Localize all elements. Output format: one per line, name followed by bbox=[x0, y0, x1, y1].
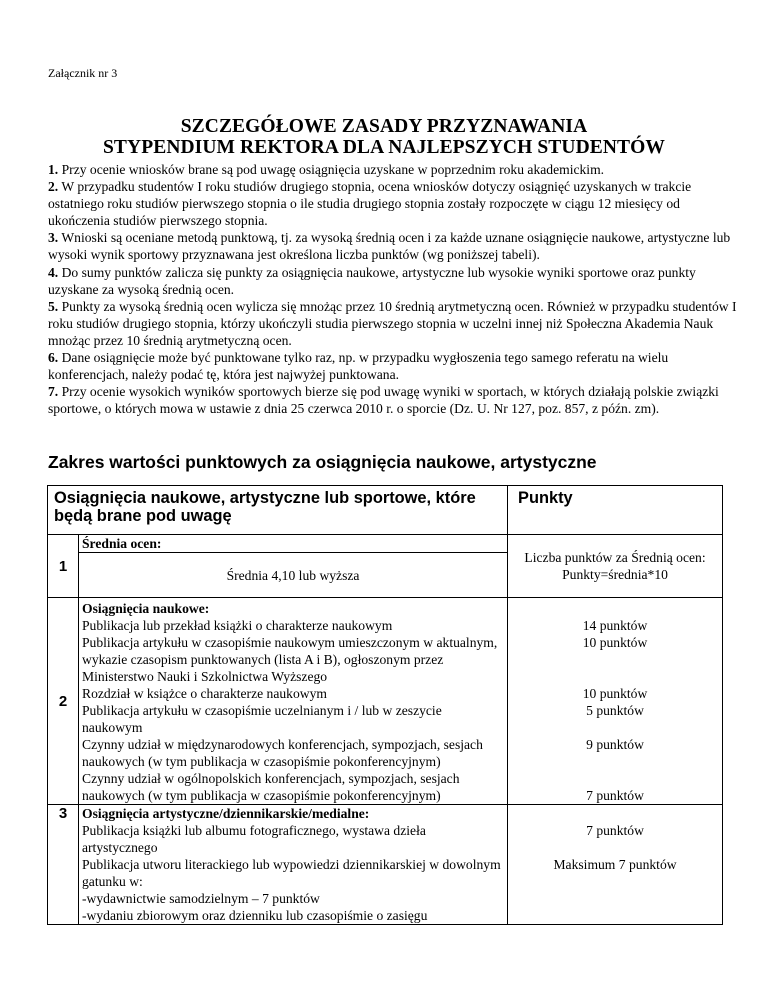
row-category: Osiągnięcia artystyczne/dziennikarskie/medialne: bbox=[82, 806, 370, 821]
rules-list bbox=[48, 161, 738, 417]
table-header-row bbox=[48, 486, 723, 535]
row-content bbox=[79, 805, 508, 925]
list-item: Publikacja artykułu w czasopiśmie uczelnianym i / lub w zeszycie naukowym bbox=[82, 703, 442, 735]
points-value: 7 punktów bbox=[586, 823, 644, 838]
rule-text: Wnioski są oceniane metodą punktową, tj. za wysoką średnią ocen i za każde uznane osiągnięcie naukowe, artystyczne lub wysoki wynik sportowy przyznawana jest określona liczba punktów (wg poniższej tabeli). bbox=[48, 230, 731, 263]
rule-number: 2. bbox=[48, 179, 59, 195]
rule-number: 4. bbox=[48, 264, 59, 280]
row-number: 1 bbox=[48, 535, 79, 598]
rule-text: Punkty za wysoką średnią ocen wylicza się mnożąc przez 10 średnią arytmetyczną ocen. Również w przypadku studentów I roku studiów drugiego stopnia, którzy ukończyli studia pierwszego stopnia w uczelni innej niż Społeczna Akademia Nauk mnożąc przez 10 średnią arytmetyczną ocen. bbox=[48, 298, 737, 348]
rule-item bbox=[48, 349, 738, 383]
rule-text: W przypadku studentów I roku studiów drugiego stopnia, ocena wniosków dotyczy osiągnięć uzyskanych w trakcie ostatniego roku studiów pierwszego stopnia o ile studia drugiego stopnia zostały rozpoczęte w ciągu 12 miesięcy od ukończenia studiów pierwszego stopnia. bbox=[48, 179, 692, 229]
rule-item bbox=[48, 178, 738, 229]
rule-item bbox=[48, 161, 738, 178]
table-row bbox=[48, 535, 723, 553]
list-item: Czynny udział w międzynarodowych konferencjach, sympozjach, sesjach naukowych (w tym publikacja w czasopiśmie pokonferencyjnym) bbox=[82, 737, 483, 769]
rule-item bbox=[48, 229, 738, 263]
table-row bbox=[48, 598, 723, 805]
list-item: -wydawnictwie samodzielnym – 7 punktów bbox=[82, 891, 320, 906]
points-value: 10 punktów bbox=[582, 635, 648, 650]
row-category: Średnia ocen: bbox=[79, 535, 508, 553]
table-header-points: Punkty bbox=[508, 486, 723, 535]
rule-text: Przy ocenie wysokich wyników sportowych bierze się pod uwagę wyniki w sportach, w których działają polskie związki sportowe, o których mowa w ustawie z dnia 25 czerwca 2010 r. o sporcie (Dz. U. Nr 127, poz. 857, z późn. zm). bbox=[48, 384, 719, 417]
rule-number: 6. bbox=[48, 350, 59, 366]
row-points bbox=[508, 805, 723, 925]
attachment-label: Załącznik nr 3 bbox=[48, 66, 118, 80]
rule-item bbox=[48, 383, 738, 417]
list-item: Publikacja artykułu w czasopiśmie naukowym umieszczonym w aktualnym, wykazie czasopism punktowanych (lista A i B), ogłoszonym przez Ministerstwo Nauki i Szkolnictwa Wyższego bbox=[82, 635, 498, 684]
points-value: 10 punktów bbox=[582, 686, 648, 701]
document-title-line-1: SZCZEGÓŁOWE ZASADY PRZYZNAWANIA bbox=[180, 116, 588, 137]
list-item: Publikacja książki lub albumu fotograficznego, wystawa dzieła artystycznego bbox=[82, 823, 426, 855]
points-value: 9 punktów bbox=[586, 737, 644, 752]
document-title-line-2: STYPENDIUM REKTORA DLA NAJLEPSZYCH STUDENTÓW bbox=[102, 137, 666, 158]
points-value: 5 punktów bbox=[586, 703, 644, 718]
section-heading: Zakres wartości punktowych za osiągnięcia naukowe, artystyczne bbox=[48, 452, 597, 472]
list-item: -wydaniu zbiorowym oraz dzienniku lub czasopiśmie o zasięgu bbox=[82, 908, 428, 923]
table-header-criteria: Osiągnięcia naukowe, artystyczne lub sportowe, które będą brane pod uwagę bbox=[48, 486, 508, 535]
list-item: Publikacja lub przekład książki o charakterze naukowym bbox=[82, 618, 393, 633]
points-value: Maksimum 7 punktów bbox=[553, 857, 677, 872]
rule-text: Dane osiągnięcie może być punktowane tylko raz, np. w przypadku wygłoszenia tego samego referatu na wielu konferencjach, należy podać tę, która jest najwyżej punktowana. bbox=[48, 350, 669, 383]
row-number: 2 bbox=[48, 598, 79, 805]
row-points: Liczba punktów za Średnią ocen: Punkty=średnia*10 bbox=[508, 535, 723, 598]
rule-text: Do sumy punktów zalicza się punkty za osiągnięcia naukowe, artystyczne lub wysokie wyniki sportowe oraz punkty uzyskane za wysoką średnią ocen. bbox=[48, 264, 696, 297]
row-content bbox=[79, 598, 508, 805]
row-points bbox=[508, 598, 723, 805]
table-row bbox=[48, 805, 723, 925]
points-table bbox=[47, 485, 723, 925]
rule-number: 5. bbox=[48, 298, 59, 314]
rule-item bbox=[48, 264, 738, 298]
list-item: Publikacja utworu literackiego lub wypowiedzi dziennikarskiej w dowolnym gatunku w: bbox=[82, 857, 501, 889]
points-value: 14 punktów bbox=[582, 618, 648, 633]
rule-number: 3. bbox=[48, 230, 59, 246]
row-category: Osiągnięcia naukowe: bbox=[82, 601, 210, 616]
list-item: Czynny udział w ogólnopolskich konferencjach, sympozjach, sesjach naukowych (w tym publikacja w czasopiśmie pokonferencyjnym) bbox=[82, 771, 460, 803]
row-item: Średnia 4,10 lub wyższa bbox=[79, 553, 508, 598]
rule-number: 7. bbox=[48, 384, 59, 400]
list-item: Rozdział w książce o charakterze naukowym bbox=[82, 686, 327, 701]
rule-item bbox=[48, 298, 738, 349]
rule-text: Przy ocenie wniosków brane są pod uwagę osiągnięcia uzyskane w poprzednim roku akademickim. bbox=[58, 162, 605, 177]
points-value: 7 punktów bbox=[586, 788, 644, 803]
row-number: 3 bbox=[48, 805, 79, 925]
rule-number: 1. bbox=[48, 162, 59, 177]
